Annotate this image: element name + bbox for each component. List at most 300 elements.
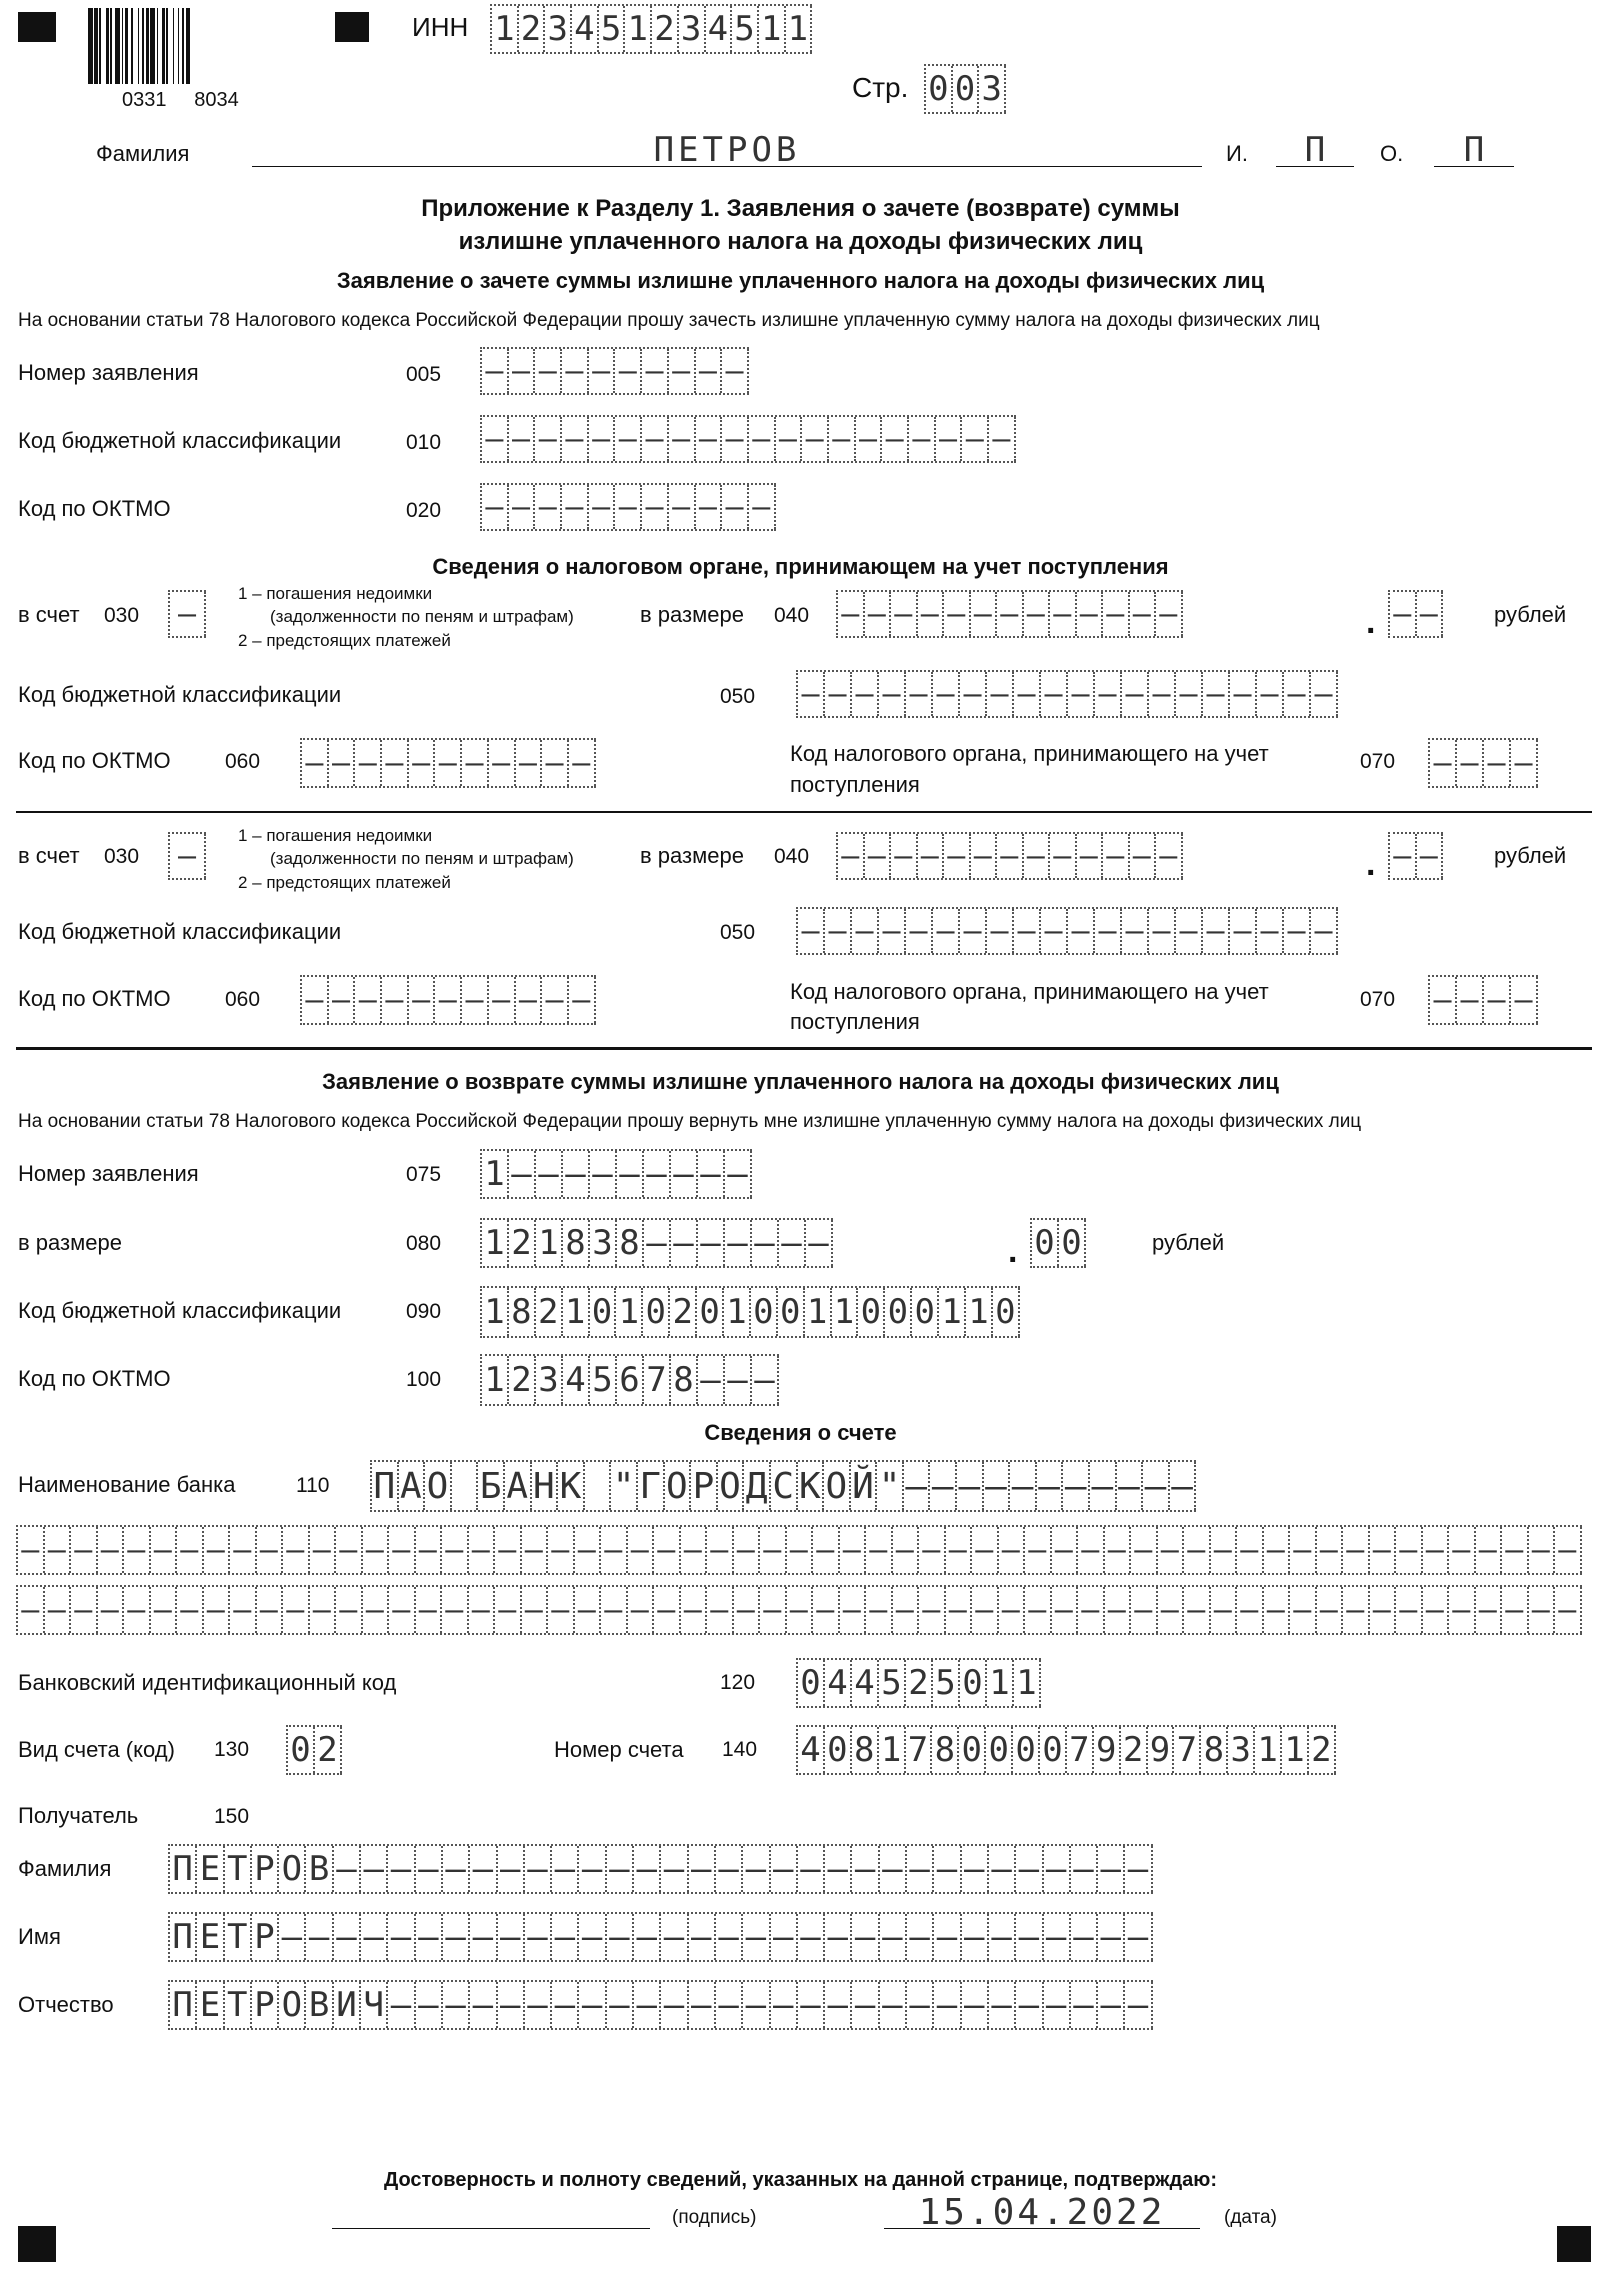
refund-amount-frac-field[interactable] <box>1030 1218 1086 1268</box>
char-cell: 1 <box>625 6 652 52</box>
tb1-account-field[interactable] <box>168 590 206 638</box>
corner-mark-bottom-right <box>1557 2226 1591 2262</box>
char-cell: – <box>1095 672 1122 716</box>
char-cell: – <box>361 1846 388 1892</box>
char-cell: В <box>306 1982 333 2028</box>
char-cell: – <box>334 1914 361 1960</box>
char-cell: – <box>707 1587 734 1633</box>
char-cell: – <box>363 1527 390 1573</box>
tb2-decimal-point: . <box>1366 845 1376 883</box>
char-cell: – <box>1014 909 1041 953</box>
refund-oktmo-label: Код по ОКТМО <box>18 1366 171 1391</box>
char-cell: О <box>425 1462 452 1510</box>
char-cell: – <box>654 1527 681 1573</box>
refund-kbk-label: Код бюджетной классификации <box>18 1298 342 1323</box>
tb2-taxorg-field[interactable] <box>1428 975 1538 1025</box>
char-cell: 2 <box>519 6 546 52</box>
char-cell: – <box>1511 740 1538 786</box>
char-cell: – <box>671 1151 698 1197</box>
recipient-surname-label: Фамилия <box>18 1856 112 1881</box>
tb2-option1b: (задолженности по пеням и штрафам) <box>270 849 574 868</box>
char-cell: – <box>1077 592 1104 636</box>
refund-amount-code: 080 <box>406 1232 442 1255</box>
char-cell: – <box>1511 977 1538 1023</box>
char-cell: 7 <box>644 1356 671 1404</box>
char-cell: Р <box>252 1846 279 1892</box>
char-cell: 3 <box>679 6 706 52</box>
char-cell: – <box>1122 672 1149 716</box>
char-cell: – <box>462 740 489 786</box>
char-cell: 2 <box>509 1220 536 1266</box>
char-cell: – <box>442 1527 469 1573</box>
char-cell: – <box>522 1527 549 1573</box>
char-cell: 9 <box>1148 1727 1175 1773</box>
char-cell: – <box>509 1151 536 1197</box>
char-cell: 5 <box>732 6 759 52</box>
char-cell: – <box>562 417 589 461</box>
char-cell: – <box>642 485 669 529</box>
char-cell: – <box>743 1914 770 1960</box>
char-cell: – <box>825 1914 852 1960</box>
offset-kbk-code: 010 <box>406 431 442 454</box>
refund-amount-int-field[interactable] <box>480 1218 833 1268</box>
tb2-option1: 1 – погашения недоимки <box>238 826 433 845</box>
char-cell: – <box>575 1527 602 1573</box>
char-cell: – <box>787 1587 814 1633</box>
char-cell: – <box>617 1151 644 1197</box>
tb2-account-field[interactable] <box>168 832 206 880</box>
char-cell: – <box>1343 1587 1370 1633</box>
char-cell: – <box>962 1846 989 1892</box>
char-cell: – <box>987 672 1014 716</box>
char-cell: 1 <box>805 1288 832 1336</box>
char-cell: – <box>1158 1587 1185 1633</box>
char-cell: 2 <box>1309 1727 1336 1773</box>
char-cell: – <box>760 1587 787 1633</box>
char-cell: – <box>865 592 892 636</box>
char-cell: " <box>611 1462 638 1510</box>
char-cell: – <box>443 1846 470 1892</box>
char-cell: – <box>1103 834 1130 878</box>
main-title-line1: Приложение к Разделу 1. Заявления о зачете (возврате) суммы <box>421 195 1180 222</box>
offset-basis: На основании статьи 78 Налогового кодекса Российской Федерации прошу зачесть излишне уплаченную сумму налога на доходы физических лиц <box>18 310 1320 331</box>
char-cell: – <box>442 1587 469 1633</box>
char-cell: – <box>569 977 596 1023</box>
char-cell: – <box>840 1527 867 1573</box>
refund-amount-label: в размере <box>18 1230 122 1255</box>
char-cell: – <box>825 1846 852 1892</box>
char-cell: – <box>880 1982 907 2028</box>
char-cell: – <box>1098 1846 1125 1892</box>
char-cell: 4 <box>706 6 733 52</box>
char-cell: – <box>707 1527 734 1573</box>
char-cell: – <box>443 1914 470 1960</box>
tb1-taxorg-field[interactable] <box>1428 738 1538 788</box>
char-cell: – <box>771 1846 798 1892</box>
bik-code: 120 <box>720 1671 756 1694</box>
char-cell: – <box>909 417 936 461</box>
char-cell: – <box>509 417 536 461</box>
char-cell: 4 <box>852 1660 879 1706</box>
tb2-kbk-code: 050 <box>720 921 756 944</box>
char-cell: – <box>1555 1527 1582 1573</box>
char-cell: – <box>798 1982 825 2028</box>
barcode-icon <box>88 8 274 84</box>
char-cell: – <box>230 1587 257 1633</box>
initial-o-label: О. <box>1380 141 1404 166</box>
tb2-amount-int-field[interactable] <box>836 832 1183 880</box>
char-cell: – <box>987 909 1014 953</box>
char-cell: – <box>1016 1846 1043 1892</box>
acct-num-label: Номер счета <box>554 1737 684 1762</box>
char-cell: – <box>1078 1587 1105 1633</box>
char-cell: – <box>661 1982 688 2028</box>
char-cell: – <box>918 592 945 636</box>
char-cell: – <box>336 1587 363 1633</box>
char-cell: – <box>443 1982 470 2028</box>
char-cell: 0 <box>288 1727 315 1773</box>
bik-field[interactable] <box>796 1658 1041 1708</box>
char-cell: – <box>615 349 642 393</box>
tb1-kbk-label: Код бюджетной классификации <box>18 682 342 707</box>
char-cell: – <box>1211 1587 1238 1633</box>
char-cell: – <box>628 1587 655 1633</box>
char-cell: – <box>363 1587 390 1633</box>
char-cell: – <box>498 1914 525 1960</box>
char-cell: – <box>760 1527 787 1573</box>
char-cell: – <box>1044 1846 1071 1892</box>
tb2-option2: 2 – предстоящих платежей <box>238 873 451 892</box>
char-cell: – <box>989 1982 1016 2028</box>
char-cell: – <box>601 1527 628 1573</box>
char-cell: – <box>904 1462 931 1510</box>
tb2-amount-frac-field[interactable] <box>1388 832 1443 880</box>
char-cell: В <box>306 1846 333 1892</box>
char-cell: – <box>590 1151 617 1197</box>
char-cell: – <box>1176 909 1203 953</box>
char-cell: – <box>230 1527 257 1573</box>
tax-org-title: Сведения о налоговом органе, принимающем на учет поступления <box>432 554 1169 579</box>
char-cell: – <box>334 1846 361 1892</box>
char-cell: – <box>170 834 206 878</box>
char-cell: 1 <box>966 1288 993 1336</box>
char-cell: – <box>1184 1587 1211 1633</box>
char-cell: 0 <box>1040 1727 1067 1773</box>
char-cell: – <box>435 740 462 786</box>
bank-name-line2[interactable] <box>16 1525 1582 1575</box>
char-cell: – <box>634 1914 661 1960</box>
char-cell: П <box>170 1846 197 1892</box>
tb1-amount-frac-field[interactable] <box>1388 590 1443 638</box>
char-cell: – <box>907 1846 934 1892</box>
char-cell: Е <box>197 1846 224 1892</box>
char-cell: – <box>382 740 409 786</box>
char-cell: – <box>628 1527 655 1573</box>
char-cell: 0 <box>643 1288 670 1336</box>
char-cell: – <box>435 977 462 1023</box>
char-cell: 7 <box>1174 1727 1201 1773</box>
char-cell: – <box>279 1914 306 1960</box>
char-cell: 8 <box>617 1220 644 1266</box>
char-cell: – <box>893 1587 920 1633</box>
char-cell: – <box>1016 1914 1043 1960</box>
char-cell: – <box>124 1587 151 1633</box>
tb2-kbk-field[interactable] <box>796 907 1338 955</box>
acct-type-code: 130 <box>214 1738 250 1761</box>
offset-kbk-field[interactable] <box>480 415 1016 463</box>
char-cell: – <box>957 1462 984 1510</box>
char-cell: – <box>589 349 616 393</box>
char-cell: – <box>971 834 998 878</box>
char-cell: – <box>535 349 562 393</box>
char-cell: – <box>389 1587 416 1633</box>
char-cell: – <box>589 485 616 529</box>
char-cell: – <box>813 1587 840 1633</box>
char-cell: 0 <box>858 1288 885 1336</box>
bank-name-field[interactable] <box>370 1460 1196 1512</box>
char-cell: П <box>170 1982 197 2028</box>
char-cell: – <box>535 417 562 461</box>
char-cell: – <box>1077 834 1104 878</box>
tb1-option1b: (задолженности по пеням и штрафам) <box>270 607 574 626</box>
page-field[interactable] <box>924 64 1006 114</box>
char-cell: – <box>1343 1527 1370 1573</box>
char-cell: – <box>798 672 825 716</box>
char-cell: – <box>1024 834 1051 878</box>
char-cell: 2 <box>652 6 679 52</box>
signature-line[interactable] <box>332 2228 650 2229</box>
char-cell: – <box>615 417 642 461</box>
char-cell: – <box>934 1982 961 2028</box>
char-cell: – <box>1417 834 1444 878</box>
char-cell: – <box>1476 1527 1503 1573</box>
char-cell: – <box>972 1587 999 1633</box>
char-cell: О <box>718 1462 745 1510</box>
offset-oktmo-field[interactable] <box>480 483 776 531</box>
refund-oktmo-code: 100 <box>406 1368 442 1391</box>
char-cell: 3 <box>536 1356 563 1404</box>
char-cell: – <box>838 834 865 878</box>
tb2-amount-label: в размере <box>640 843 744 868</box>
date-value[interactable]: 15.04.2022 <box>918 2192 1166 2233</box>
char-cell: – <box>355 977 382 1023</box>
char-cell: – <box>752 1220 779 1266</box>
tb2-oktmo-field[interactable] <box>300 975 596 1025</box>
char-cell: 0 <box>986 1727 1013 1773</box>
char-cell: 1 <box>482 1151 509 1197</box>
barcode-numbers: 0331 8034 <box>122 89 239 111</box>
char-cell: – <box>416 1527 443 1573</box>
surname-value[interactable]: ПЕТРОВ <box>653 130 801 170</box>
char-cell <box>452 1462 479 1510</box>
char-cell: – <box>489 977 516 1023</box>
char-cell: – <box>698 1151 725 1197</box>
char-cell: – <box>329 740 356 786</box>
char-cell: – <box>257 1527 284 1573</box>
char-cell: – <box>752 1356 779 1404</box>
char-cell: 1 <box>1282 1727 1309 1773</box>
refund-kbk-code: 090 <box>406 1300 442 1323</box>
char-cell: 0 <box>778 1288 805 1336</box>
char-cell: – <box>1095 909 1122 953</box>
char-cell: – <box>919 1527 946 1573</box>
char-cell: 1 <box>939 1288 966 1336</box>
tb1-option2: 2 – предстоящих платежей <box>238 631 451 650</box>
char-cell: – <box>1184 1527 1211 1573</box>
char-cell: – <box>1024 592 1051 636</box>
char-cell: – <box>1052 1527 1079 1573</box>
char-cell: Н <box>532 1462 559 1510</box>
offset-kbk-label: Код бюджетной классификации <box>18 428 342 453</box>
char-cell: 2 <box>509 1356 536 1404</box>
char-cell: – <box>999 1587 1026 1633</box>
char-cell: – <box>669 349 696 393</box>
char-cell: – <box>482 417 509 461</box>
char-cell: – <box>1290 1587 1317 1633</box>
recipient-patronymic-label: Отчество <box>18 1992 114 2017</box>
char-cell: – <box>852 1846 879 1892</box>
char-cell: – <box>1390 592 1417 636</box>
tb1-amount-int-field[interactable] <box>836 590 1183 638</box>
char-cell: 1 <box>482 1288 509 1336</box>
char-cell: 1 <box>1014 1660 1041 1706</box>
char-cell: – <box>177 1587 204 1633</box>
refund-decimal-point: . <box>1008 1232 1018 1270</box>
refund-app-number-field[interactable] <box>480 1149 752 1199</box>
char-cell: Т <box>225 1846 252 1892</box>
char-cell: – <box>1264 1527 1291 1573</box>
char-cell: – <box>743 1982 770 2028</box>
char-cell: – <box>722 349 749 393</box>
char-cell: – <box>1125 1914 1152 1960</box>
initial-o-value[interactable]: П <box>1463 130 1485 170</box>
char-cell: – <box>779 1220 806 1266</box>
char-cell: – <box>989 417 1016 461</box>
char-cell: – <box>1423 1527 1450 1573</box>
char-cell: Р <box>252 1914 279 1960</box>
bank-code: 110 <box>296 1474 330 1497</box>
char-cell: – <box>716 1914 743 1960</box>
char-cell: Т <box>225 1982 252 2028</box>
char-cell: – <box>644 1220 671 1266</box>
tb1-taxorg-label2: поступления <box>790 772 920 797</box>
char-cell: – <box>852 1914 879 1960</box>
char-cell: 0 <box>912 1288 939 1336</box>
char-cell: 8 <box>671 1356 698 1404</box>
char-cell: Й <box>851 1462 878 1510</box>
recipient-label: Получатель <box>18 1803 139 1828</box>
char-cell: – <box>1105 1587 1132 1633</box>
char-cell: – <box>1396 1527 1423 1573</box>
char-cell: – <box>416 1846 443 1892</box>
char-cell: – <box>936 417 963 461</box>
char-cell: – <box>1317 1587 1344 1633</box>
refund-title: Заявление о возврате суммы излишне уплаченного налога на доходы физических лиц <box>322 1069 1279 1094</box>
char-cell: П <box>372 1462 399 1510</box>
tb2-taxorg-label2: поступления <box>790 1009 920 1034</box>
char-cell: – <box>989 1846 1016 1892</box>
char-cell: – <box>989 1914 1016 1960</box>
char-cell: – <box>906 909 933 953</box>
inn-field[interactable] <box>490 4 812 54</box>
acct-type-field[interactable] <box>286 1725 342 1775</box>
char-cell: – <box>1041 909 1068 953</box>
char-cell: – <box>1016 1982 1043 2028</box>
refund-currency: рублей <box>1152 1230 1225 1255</box>
char-cell: – <box>1103 592 1130 636</box>
tb2-currency: рублей <box>1494 843 1567 868</box>
tb2-taxorg-label1: Код налогового органа, принимающего на учет <box>790 979 1269 1004</box>
acct-num-field[interactable] <box>796 1725 1336 1775</box>
char-cell: – <box>302 977 329 1023</box>
char-cell: – <box>1203 909 1230 953</box>
initial-i-value[interactable]: П <box>1304 130 1326 170</box>
char-cell: – <box>907 1982 934 2028</box>
recipient-surname-field[interactable] <box>168 1844 1153 1894</box>
char-cell: – <box>607 1846 634 1892</box>
offset-title: Заявление о зачете суммы излишне уплаченного налога на доходы физических лиц <box>336 268 1265 293</box>
char-cell: – <box>716 1982 743 2028</box>
char-cell: – <box>409 977 436 1023</box>
char-cell: 0 <box>959 1727 986 1773</box>
char-cell: – <box>563 1151 590 1197</box>
tb2-account-code: 030 <box>104 845 140 868</box>
char-cell: – <box>552 1914 579 1960</box>
char-cell: – <box>882 417 909 461</box>
offset-app-number-field[interactable] <box>480 347 749 395</box>
offset-app-number-code: 005 <box>406 363 442 386</box>
char-cell: – <box>1010 1462 1037 1510</box>
char-cell: – <box>542 740 569 786</box>
char-cell: – <box>1156 592 1183 636</box>
char-cell: – <box>806 1220 833 1266</box>
char-cell: – <box>1430 977 1457 1023</box>
char-cell: – <box>489 740 516 786</box>
char-cell: 2 <box>536 1288 563 1336</box>
main-title-line2: излишне уплаченного налога на доходы физических лиц <box>458 228 1143 255</box>
char-cell: – <box>151 1527 178 1573</box>
refund-oktmo-field[interactable] <box>480 1354 779 1406</box>
char-cell: 5 <box>879 1660 906 1706</box>
char-cell: – <box>962 417 989 461</box>
char-cell: – <box>689 1846 716 1892</box>
recipient-name-field[interactable] <box>168 1912 1153 1962</box>
char-cell: – <box>45 1527 72 1573</box>
bank-name-line3[interactable] <box>16 1585 1582 1635</box>
char-cell: – <box>933 672 960 716</box>
refund-kbk-field[interactable] <box>480 1286 1020 1338</box>
tb1-option1: 1 – погашения недоимки <box>238 584 433 603</box>
char-cell: – <box>469 1587 496 1633</box>
char-cell: – <box>310 1527 337 1573</box>
char-cell: – <box>743 1846 770 1892</box>
char-cell: 1 <box>563 1288 590 1336</box>
tb1-oktmo-field[interactable] <box>300 738 596 788</box>
char-cell: – <box>1502 1587 1529 1633</box>
char-cell: – <box>1396 1587 1423 1633</box>
tb1-kbk-field[interactable] <box>796 670 1338 718</box>
char-cell: – <box>798 1846 825 1892</box>
char-cell: – <box>525 1914 552 1960</box>
char-cell: – <box>389 1527 416 1573</box>
char-cell: – <box>495 1527 522 1573</box>
recipient-patronymic-field[interactable] <box>168 1980 1153 2030</box>
corner-mark-top-right <box>335 12 369 42</box>
char-cell: – <box>388 1982 415 2028</box>
char-cell: – <box>725 1151 752 1197</box>
char-cell: – <box>1063 1462 1090 1510</box>
initial-i-label: И. <box>1226 141 1248 166</box>
